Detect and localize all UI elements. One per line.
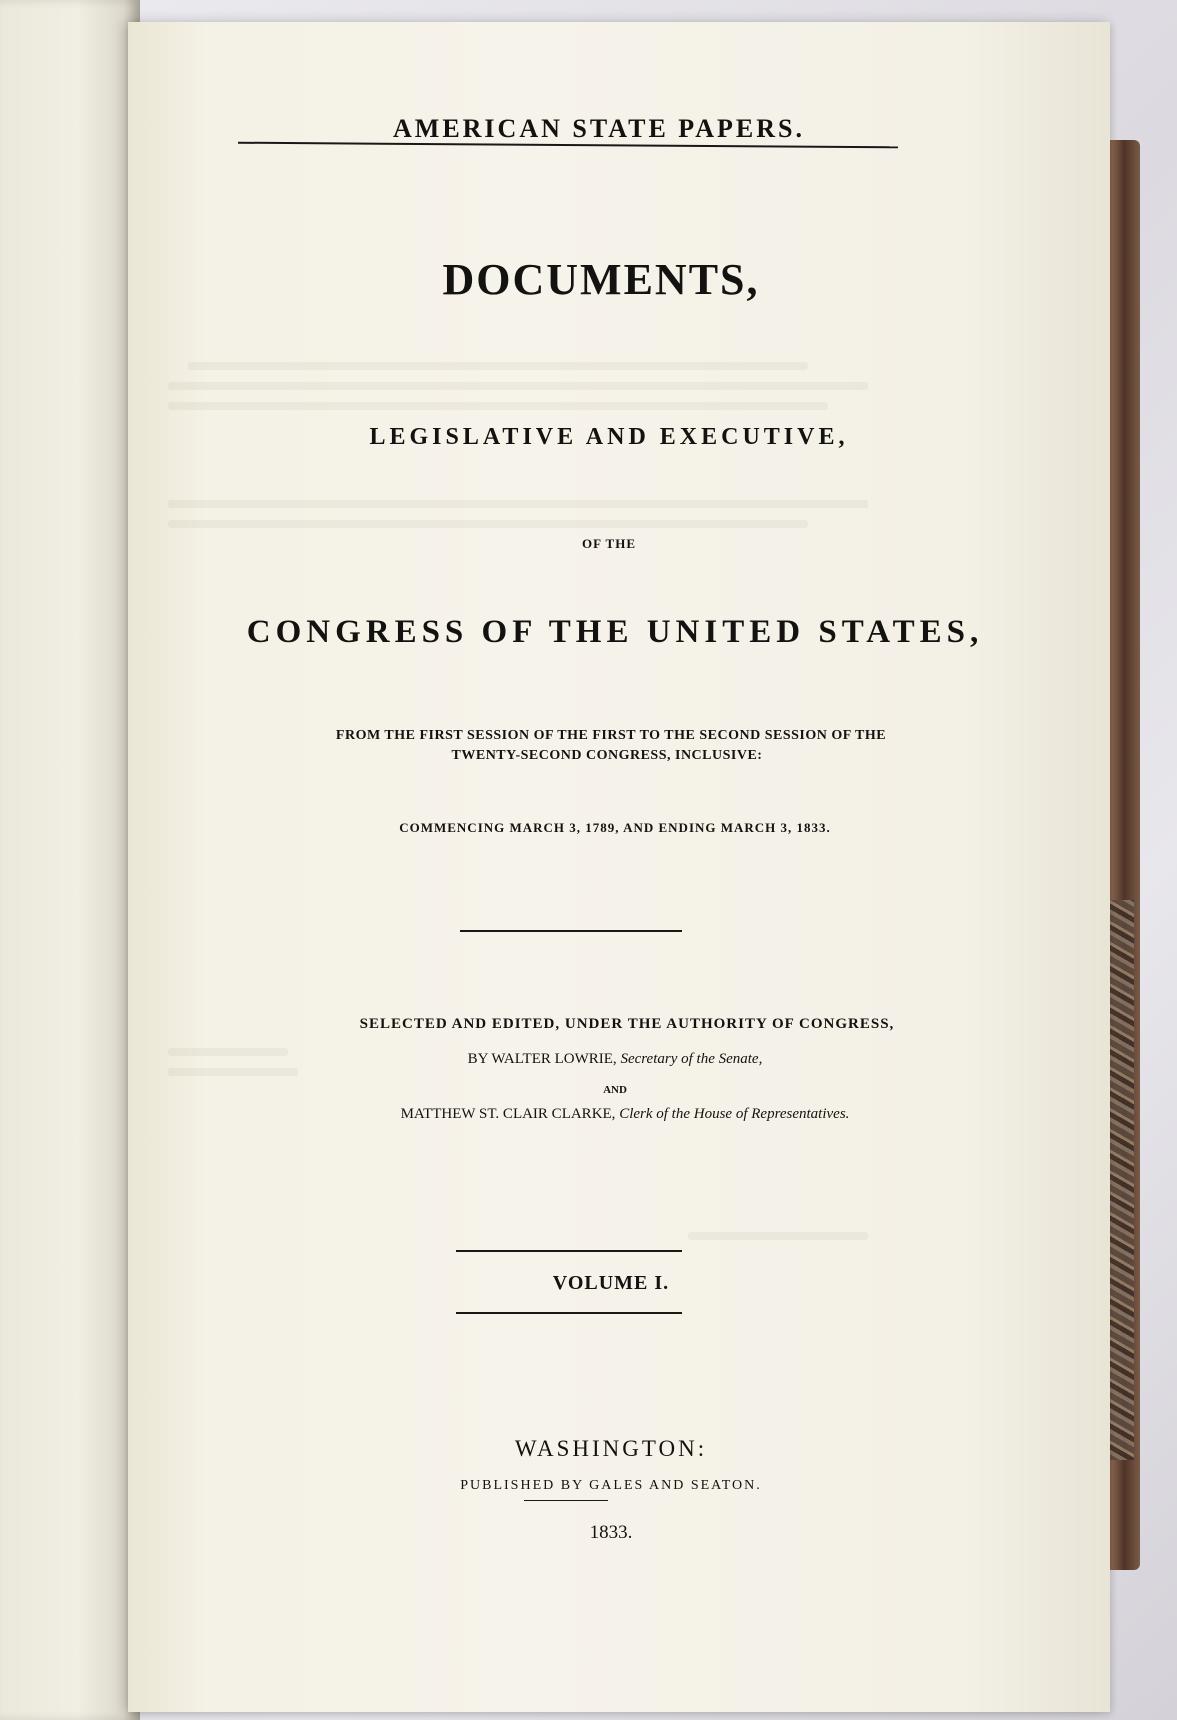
- publication-place: WASHINGTON:: [514, 1436, 708, 1461]
- volume-label: VOLUME I.: [552, 1272, 670, 1294]
- of-the-label: OF THE: [581, 536, 637, 551]
- publisher-line: PUBLISHED BY GALES AND SEATON.: [460, 1478, 762, 1493]
- series-title: AMERICAN STATE PAPERS.: [393, 114, 805, 143]
- year-rule: [524, 1500, 608, 1501]
- editor-1-name: BY WALTER LOWRIE,: [467, 1051, 617, 1067]
- title-page-content: [128, 22, 1110, 1712]
- publication-year: 1833.: [589, 1522, 633, 1543]
- date-range: COMMENCING MARCH 3, 1789, AND ENDING MARCH 3, 1833.: [399, 820, 831, 835]
- editor-1-title: Secretary of the Senate,: [620, 1051, 763, 1067]
- editor-2-title: Clerk of the House of Representatives.: [619, 1106, 850, 1122]
- volume-rule-bottom: [456, 1312, 682, 1314]
- volume-rule-top: [456, 1250, 682, 1252]
- marbled-cover: [1108, 900, 1134, 1460]
- editor-1-line: [124, 1051, 1106, 1068]
- session-line-2: TWENTY-SECOND CONGRESS, INCLUSIVE:: [451, 748, 763, 763]
- main-title: DOCUMENTS,: [442, 255, 760, 304]
- middle-rule: [460, 930, 682, 932]
- editor-2-name: MATTHEW ST. CLAIR CLARKE,: [400, 1106, 616, 1122]
- and-label: AND: [603, 1084, 627, 1096]
- selected-by-line: SELECTED AND EDITED, UNDER THE AUTHORITY OF CONGRESS,: [359, 1016, 895, 1032]
- title-page: [128, 22, 1110, 1712]
- session-line-1: FROM THE FIRST SESSION OF THE FIRST TO THE SECOND SESSION OF THE: [335, 728, 887, 743]
- editor-2-line: [134, 1106, 1116, 1123]
- subtitle-congress: CONGRESS OF THE UNITED STATES,: [246, 614, 984, 650]
- subtitle-legislative: LEGISLATIVE AND EXECUTIVE,: [369, 424, 849, 450]
